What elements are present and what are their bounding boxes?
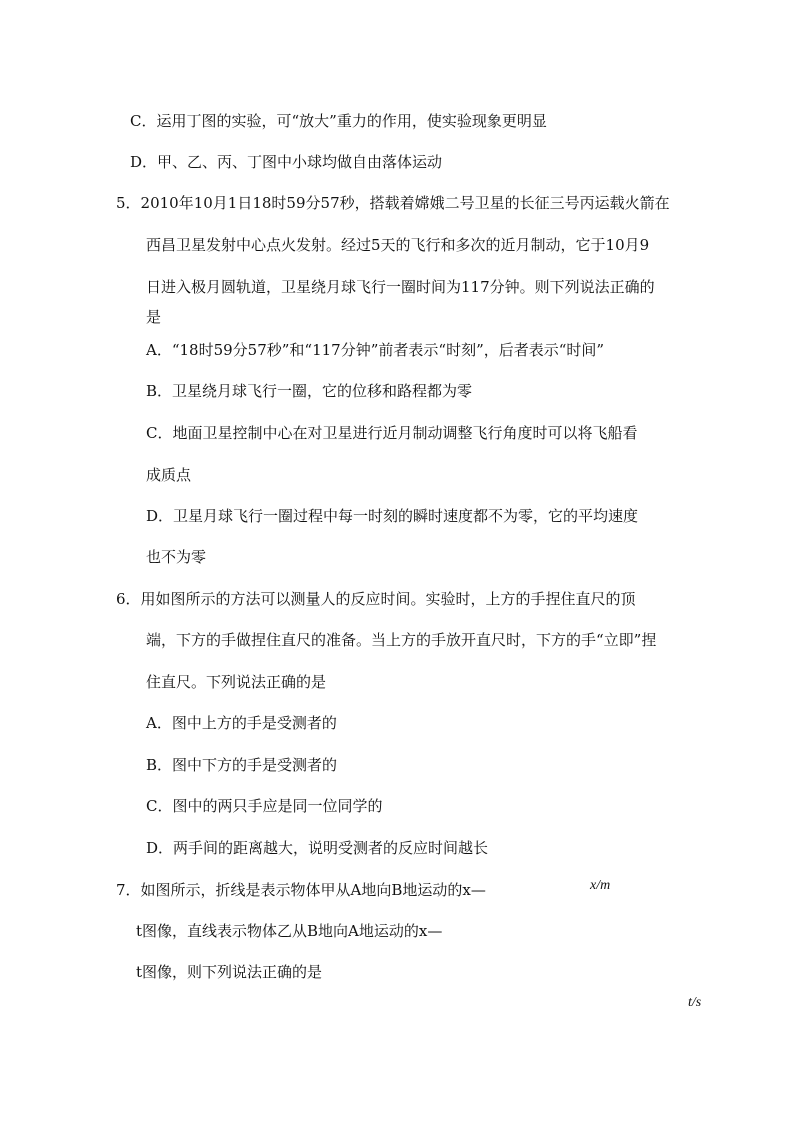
q6-stem-line1: 6．用如图所示的方法可以测量人的反应时间。实验时，上方的手捏住直尺的顶 [116,590,636,608]
q6-stem-line2: 端，下方的手做捏住直尺的准备。当上方的手放开直尺时，下方的手“立即”捏 [146,631,657,649]
q4-option-d: D．甲、乙、丙、丁图中小球均做自由落体运动 [130,153,443,171]
q5-option-c-line2: 成质点 [146,466,192,484]
q4-option-c: C．运用丁图的实验，可“放大”重力的作用，使实验现象更明显 [130,112,547,130]
q5-option-b: B．卫星绕月球飞行一圈，它的位移和路程都为零 [146,382,473,400]
q7-stem-line2: t图像，直线表示物体乙从B地向A地运动的x— [136,922,443,940]
q5-stem-line3: 日进入极月圆轨道，卫星绕月球飞行一圈时间为117分钟。则下列说法正确的 [146,278,655,296]
q6-option-a: A．图中上方的手是受测者的 [146,714,337,732]
q5-stem-line1: 5．2010年10月1日18时59分57秒，搭载着嫦娥二号卫星的长征三号丙运载火箭在 [116,194,670,212]
q5-option-c-line1: C．地面卫星控制中心在对卫星进行近月制动调整飞行角度时可以将飞船看 [146,424,638,442]
q7-stem-line1: 7．如图所示，折线是表示物体甲从A地向B地运动的x— [116,881,486,899]
q6-option-b: B．图中下方的手是受测者的 [146,756,338,774]
q5-stem-line2: 西昌卫星发射中心点火发射。经过5天的飞行和多次的近月制动，它于10月9 [146,236,650,254]
q5-option-d-line1: D．卫星月球飞行一圈过程中每一时刻的瞬时速度都不为零，它的平均速度 [146,507,639,525]
q6-option-c: C．图中的两只手应是同一位同学的 [146,797,383,815]
q5-stem-line4: 是 [146,308,162,326]
q6-stem-line3: 住直尺。下列说法正确的是 [146,673,327,691]
q5-option-d-line2: 也不为零 [146,548,207,566]
q6-option-d: D．两手间的距离越大，说明受测者的反应时间越长 [146,839,489,857]
q7-stem-line3: t图像，则下列说法正确的是 [136,963,323,981]
q5-option-a: A．“18时59分57秒”和“117分钟”前者表示“时刻”，后者表示“时间” [146,341,605,359]
figure-y-axis-label: x/m [590,878,611,893]
figure-x-axis-label: t/s [688,995,702,1010]
